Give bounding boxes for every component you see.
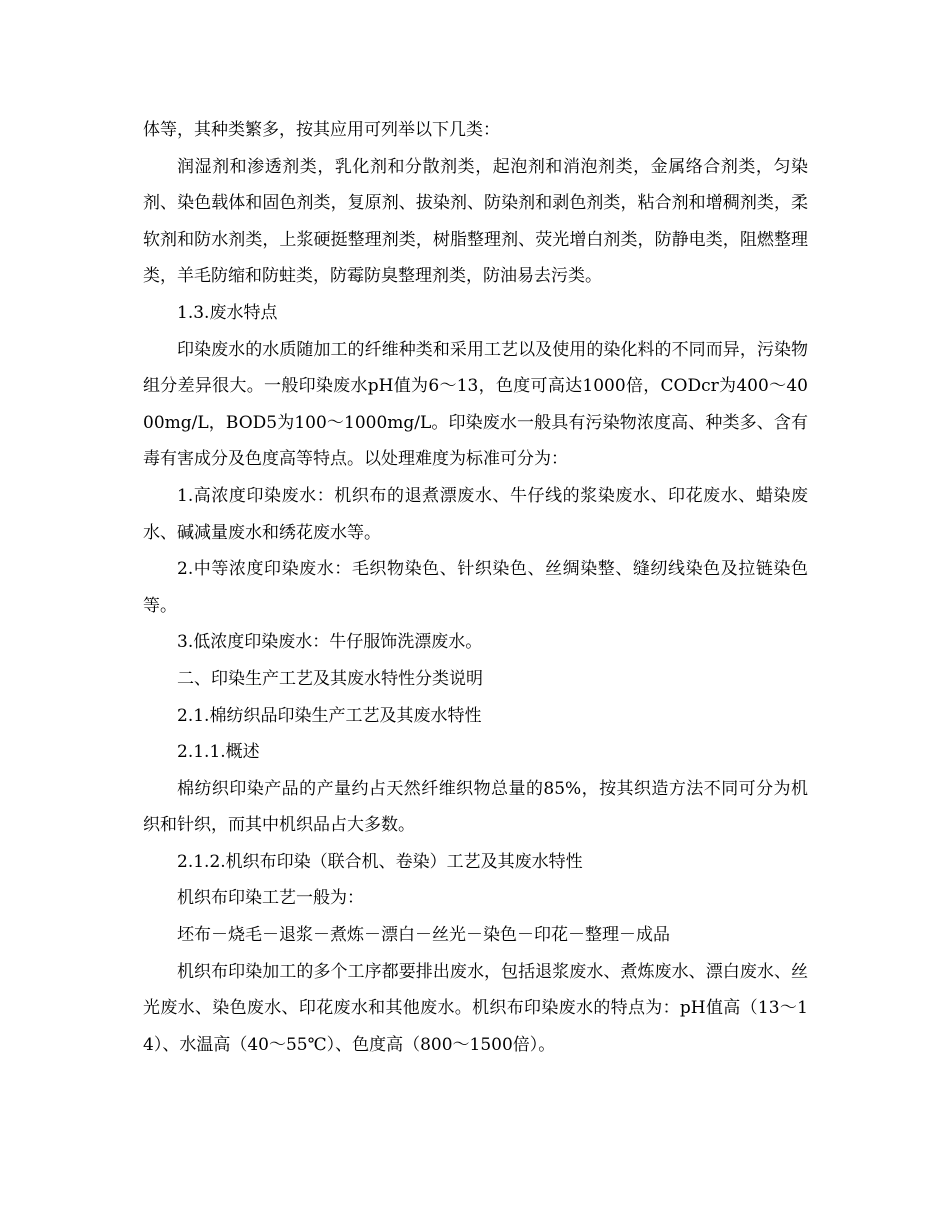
list-item-high-concentration: 1.高浓度印染废水：机织布的退煮漂废水、牛仔线的浆染废水、印花废水、蜡染废水、碱减量废水和绣花废水等。 bbox=[143, 485, 808, 543]
heading-2-1: 2.1.棉纺织品印染生产工艺及其废水特性 bbox=[177, 705, 482, 726]
document-body bbox=[143, 112, 808, 1063]
heading-section-2: 二、印染生产工艺及其废水特性分类说明 bbox=[177, 668, 483, 689]
list-item-medium-concentration: 2.中等浓度印染废水：毛织物染色、针织染色、丝绸染整、缝纫线染色及拉链染色等。 bbox=[143, 559, 808, 616]
paragraph-process-intro: 机织布印染工艺一般为： bbox=[177, 888, 364, 909]
heading-2-1-2: 2.1.2.机织布印染（联合机、卷染）工艺及其废水特性 bbox=[177, 851, 583, 872]
heading-2-1-1: 2.1.1.概述 bbox=[177, 742, 260, 763]
heading-1-3: 1.3.废水特点 bbox=[177, 302, 278, 323]
paragraph-process-wastewater: 机织布印染加工的多个工序都要排出废水，包括退浆废水、煮炼废水、漂白废水、丝光废水、染色废水、印花废水和其他废水。机织布印染废水的特点为：pH值高（13～14）、水温高（40～55℃）、色度高（800～1500倍）。 bbox=[143, 961, 808, 1055]
paragraph-continuation: 体等，其种类繁多，按其应用可列举以下几类： bbox=[143, 120, 500, 140]
list-item-low-concentration: 3.低浓度印染废水：牛仔服饰洗漂废水。 bbox=[177, 632, 483, 653]
paragraph-overview: 棉纺织印染产品的产量约占天然纤维织物总量的85%，按其织造方法不同可分为机织和针织，而其中机织品占大多数。 bbox=[143, 778, 808, 836]
paragraph-wastewater-features: 印染废水的水质随加工的纤维种类和采用工艺以及使用的染化料的不同而异，污染物组分差异很大。一般印染废水pH值为6～13，色度可高达1000倍，CODcr为400～4000mg/L，BOD5为100～1000mg/L。印染废水一般具有污染物浓度高、种类多、含有毒有害成分及色度高等特点。以处理难度为标准可分为： bbox=[143, 339, 808, 470]
paragraph-auxiliary-categories: 润湿剂和渗透剂类，乳化剂和分散剂类，起泡剂和消泡剂类，金属络合剂类，匀染剂、染色载体和固色剂类，复原剂、拔染剂、防染剂和剥色剂类，粘合剂和增稠剂类，柔软剂和防水剂类，上浆硬挺整理剂类，树脂整理剂、荧光增白剂类，防静电类，阻燃整理类，羊毛防缩和防蛀类，防霉防臭整理剂类，防油易去污类。 bbox=[143, 156, 808, 287]
paragraph-process-flow: 坯布－烧毛－退浆－煮炼－漂白－丝光－染色－印花－整理－成品 bbox=[177, 925, 670, 946]
